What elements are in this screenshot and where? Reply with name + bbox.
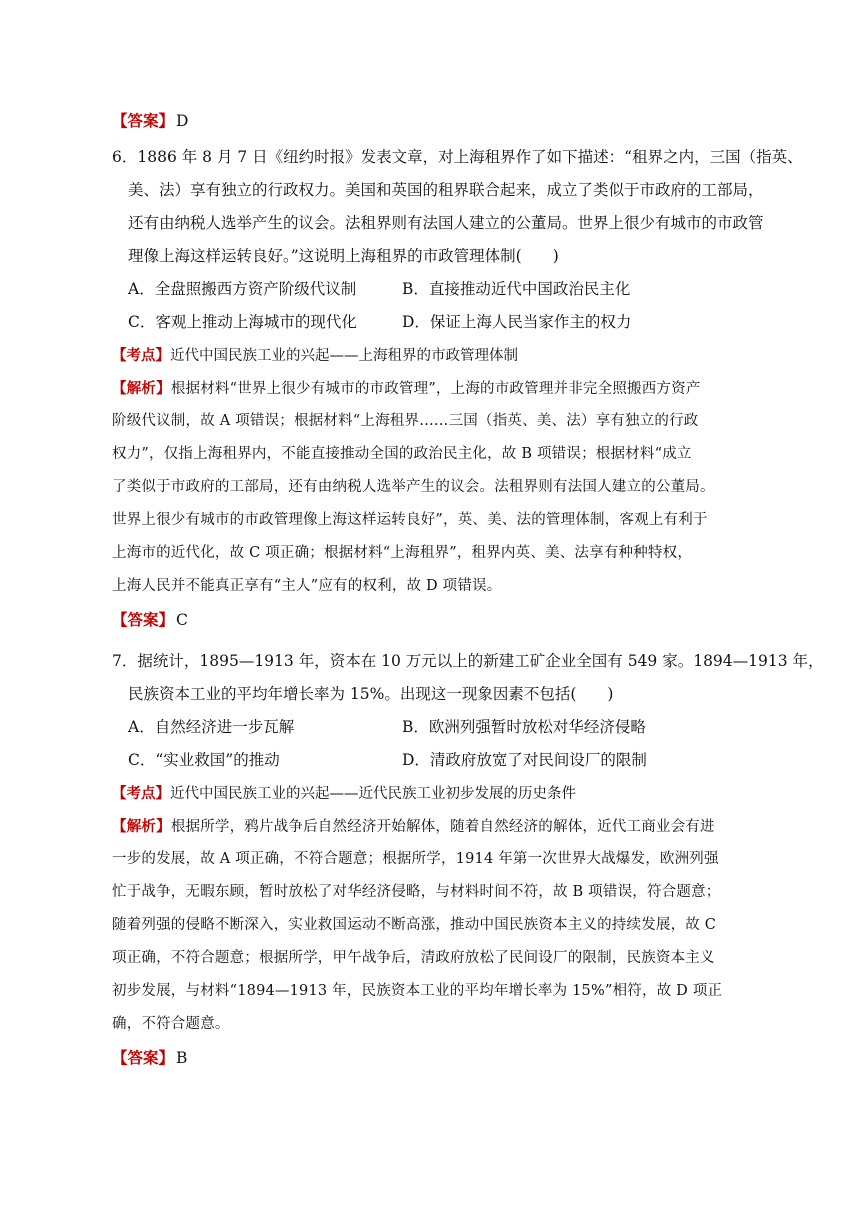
analysis-line: 随着列强的侵略不断深入，实业救国运动不断高涨，推动中国民族资本主义的持续发展，故 C — [112, 917, 717, 933]
option-c: C．“实业救国”的推动 — [128, 751, 280, 769]
answer-value: D — [176, 112, 189, 130]
option-b: B．直接推动近代中国政治民主化 — [402, 280, 631, 298]
option-row — [112, 273, 740, 306]
question-number: 7． — [112, 652, 138, 670]
question-text-line — [112, 141, 803, 174]
analysis-tag: 【解析】 — [112, 818, 171, 835]
kaodian-tag: 【考点】 — [112, 347, 170, 364]
question-text-line: 理像上海这样运转良好。”这说明上海租界的市政管理体制( ) — [128, 247, 559, 265]
option-a: A．自然经济进一步瓦解 — [128, 718, 295, 736]
question-7 — [112, 645, 824, 1074]
analysis-line: 忙于战争，无暇东顾，暂时放松了对华经济侵略，与材料时间不符，故 B 项错误，符合题意； — [112, 884, 721, 900]
option-row — [112, 744, 740, 777]
analysis-line: 根据材料“世界上很少有城市的市政管理”，上海的市政管理并非完全照搬西方资产 — [170, 381, 701, 397]
analysis-line: 一步的发展，故 A 项正确，不符合题意；根据所学，1914 年第一次世界大战爆发，欧洲列强 — [112, 851, 719, 867]
analysis-line: 上海市的近代化，故 C 项正确；根据材料“上海租界”，租界内英、美、法享有种种特权， — [112, 545, 693, 561]
kaodian — [112, 339, 740, 372]
option-a: A．全盘照搬西方资产阶级代议制 — [128, 280, 357, 298]
question-text-line: 美、法）享有独立的行政权力。美国和英国的租界联合起来，成立了类似于市政府的工部局， — [128, 181, 764, 199]
analysis-line: 世界上很少有城市的市政管理像上海这样运转良好”，英、美、法的管理体制，客观上有利于 — [112, 512, 708, 528]
kaodian-text: 近代中国民族工业的兴起——上海租界的市政管理体制 — [170, 348, 518, 364]
answer-tag: 【答案】 — [112, 1048, 175, 1067]
option-b: B．欧洲列强暂时放松对华经济侵略 — [402, 718, 646, 736]
kaodian — [112, 777, 740, 810]
kaodian-text: 近代中国民族工业的兴起——近代民族工业初步发展的历史条件 — [170, 786, 576, 802]
analysis-line: 根据所学，鸦片战争后自然经济开始解体，随着自然经济的解体，近代工商业会有进 — [170, 819, 715, 835]
option-d: D．保证上海人民当家作主的权力 — [402, 313, 632, 331]
question-text-line: 民族资本工业的平均年增长率为 15%。出现这一现象因素不包括( ) — [128, 685, 614, 703]
answer-q6 — [112, 603, 740, 636]
analysis-tag: 【解析】 — [112, 380, 171, 397]
question-text: 1886 年 8 月 7 日《纽约时报》发表文章，对上海租界作了如下描述：“租界之内，三国（指英、 — [137, 148, 803, 166]
analysis-line: 初步发展，与材料“1894—1913 年，民族资本工业的平均年增长率为 15%”相符，故 D 项正 — [112, 983, 723, 999]
option-row — [112, 711, 740, 744]
answer-q5 — [112, 104, 740, 137]
question-text: 据统计，1895—1913 年，资本在 10 万元以上的新建工矿企业全国有 549 家。1894—1913 年， — [137, 652, 824, 670]
question-text-line — [112, 645, 824, 678]
answer-q7 — [112, 1041, 740, 1074]
option-d: D．清政府放宽了对民间设厂的限制 — [402, 751, 647, 769]
analysis-line: 确，不符合题意。 — [112, 1016, 230, 1032]
answer-value: B — [176, 1049, 188, 1067]
answer-tag: 【答案】 — [112, 111, 175, 130]
option-row — [112, 306, 740, 339]
question-6 — [112, 141, 803, 636]
answer-value: C — [176, 611, 188, 629]
answer-tag: 【答案】 — [112, 610, 175, 629]
analysis — [112, 810, 740, 1041]
question-text-line: 还有由纳税人选举产生的议会。法租界则有法国人建立的公董局。世界上很少有城市的市政管 — [128, 214, 764, 232]
analysis-line: 项正确，不符合题意；根据所学，甲午战争后，清政府放松了民间设厂的限制，民族资本主义 — [112, 950, 715, 966]
analysis — [112, 372, 740, 603]
analysis-line: 阶级代议制，故 A 项错误；根据材料“上海租界……三国（指英、美、法）享有独立的行政 — [112, 413, 699, 429]
analysis-line: 了类似于市政府的工部局，还有由纳税人选举产生的议会。法租界则有法国人建立的公董局。 — [112, 479, 715, 495]
option-c: C．客观上推动上海城市的现代化 — [128, 313, 357, 331]
analysis-line: 权力”，仅指上海租界内，不能直接推动全国的政治民主化，故 B 项错误；根据材料“成立 — [112, 446, 692, 462]
analysis-line: 上海人民并不能真正享有“主人”应有的权利，故 D 项错误。 — [112, 578, 502, 594]
kaodian-tag: 【考点】 — [112, 785, 170, 802]
question-number: 6． — [112, 148, 138, 166]
